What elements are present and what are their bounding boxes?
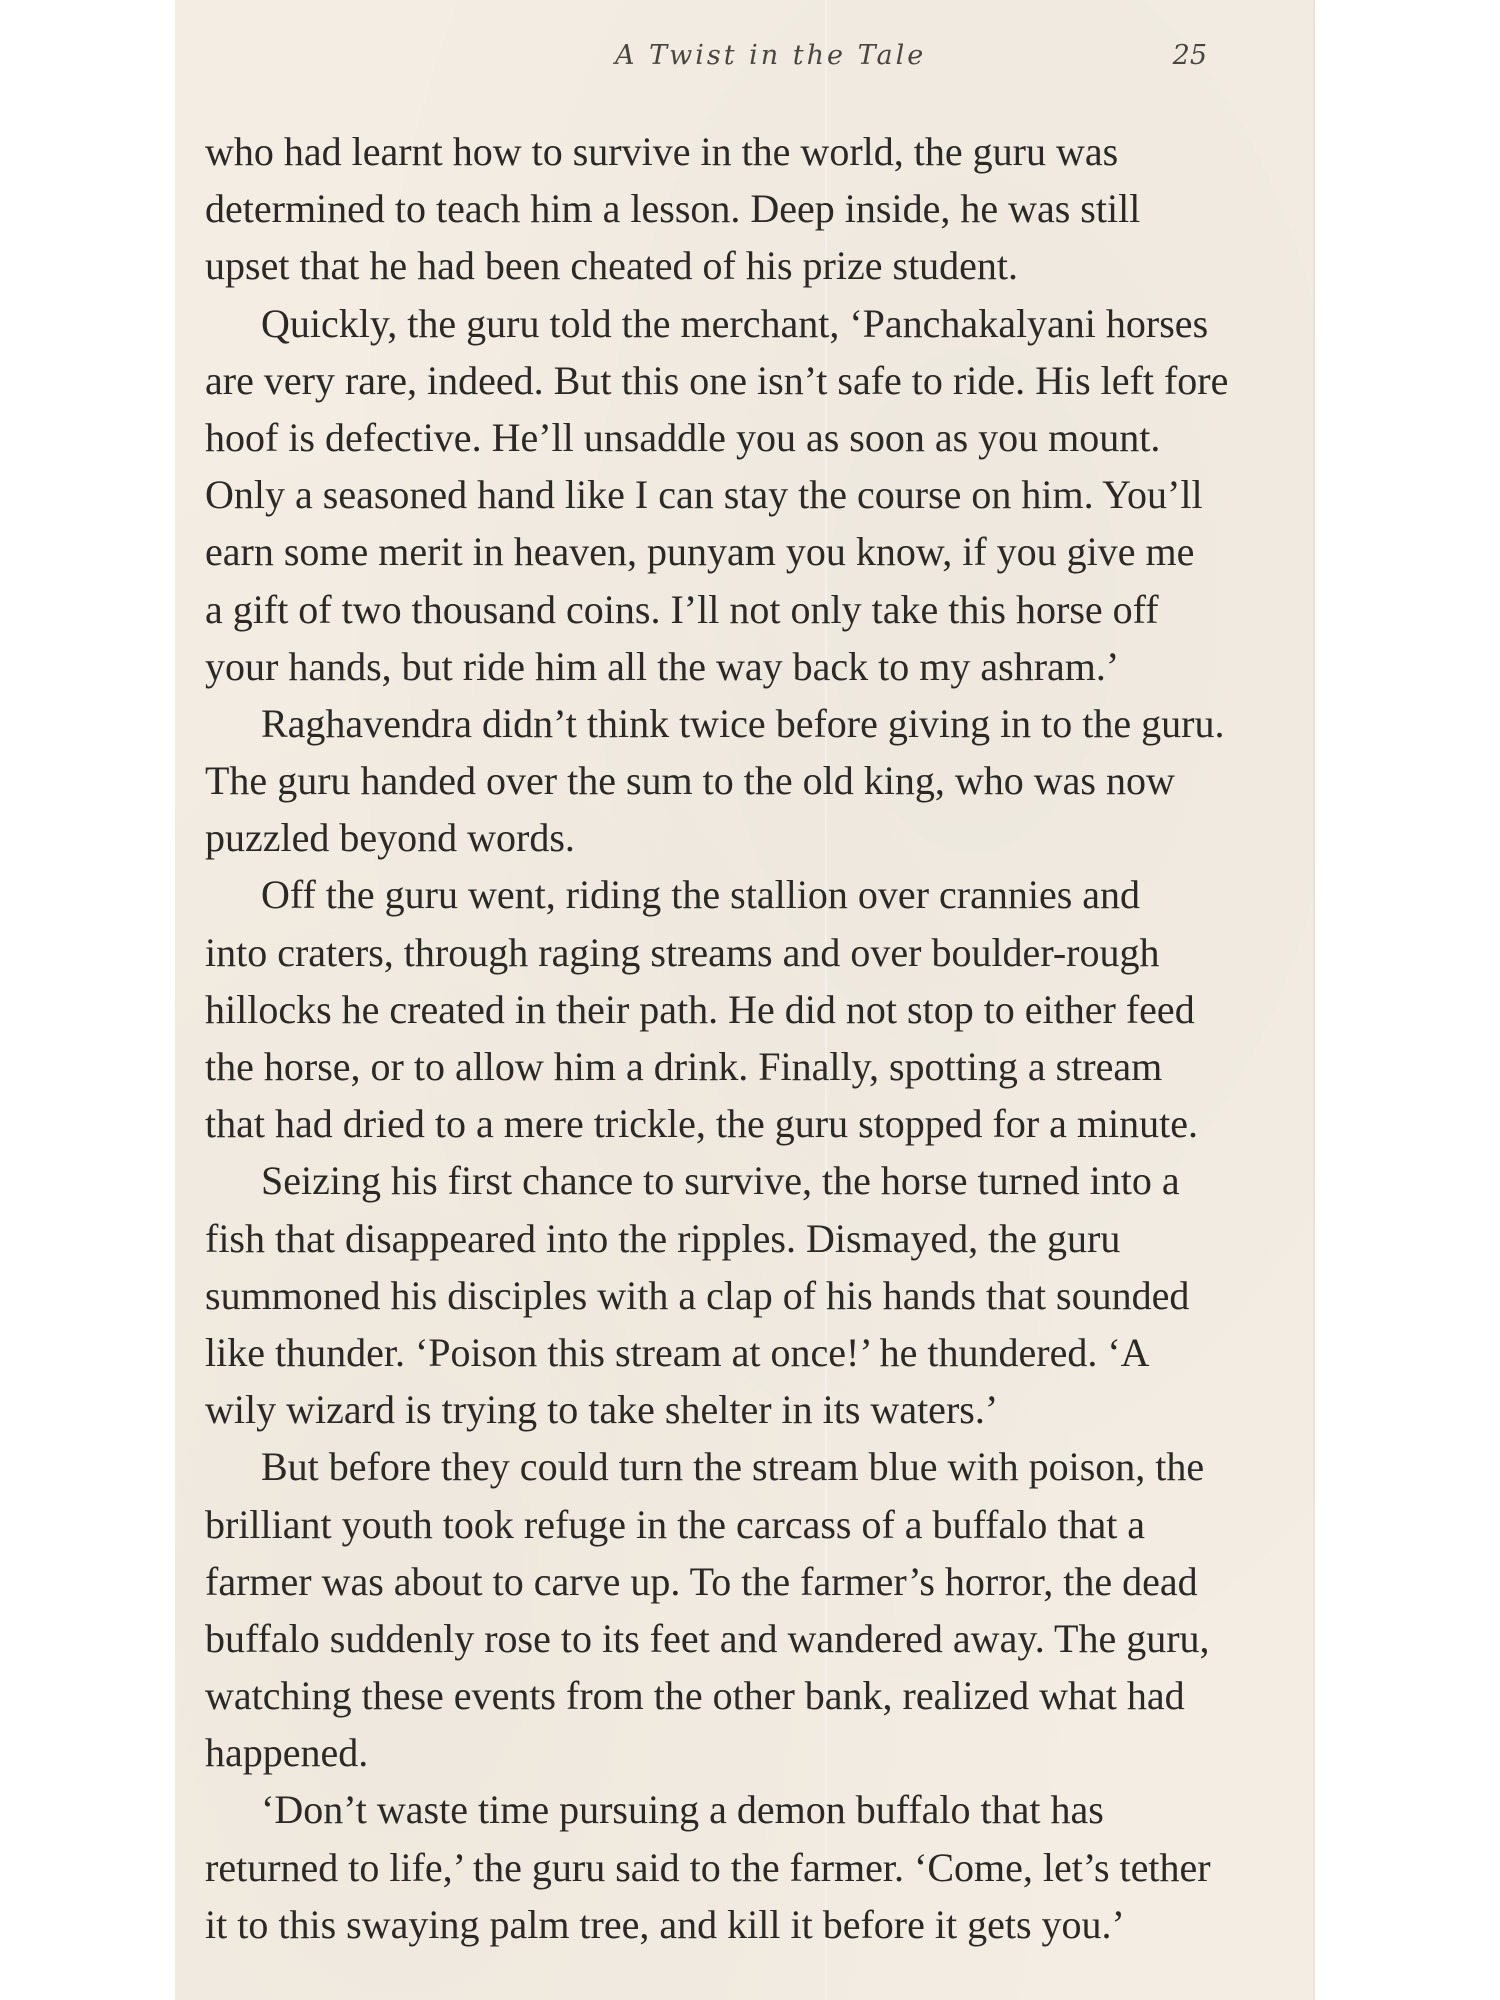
text-line: Quickly, the guru told the merchant, ‘Panchakalyani horses <box>261 300 1209 346</box>
text-line: the horse, or to allow him a drink. Finally, spotting a stream <box>205 1044 1163 1089</box>
paragraph <box>205 1152 1295 1438</box>
text-line: like thunder. ‘Poison this stream at once!’ he thundered. ‘A <box>205 1329 1150 1375</box>
paragraph <box>205 295 1295 695</box>
text-line: determined to teach him a lesson. Deep inside, he was still <box>205 186 1141 232</box>
text-line: a gift of two thousand coins. I’ll not only take this horse off <box>205 586 1159 632</box>
text-line: returned to life,’ the guru said to the farmer. ‘Come, let’s tether <box>205 1844 1211 1890</box>
text-line: earn some merit in heaven, punyam you know, if you give me <box>205 529 1195 575</box>
text-line: But before they could turn the stream blue with poison, the <box>261 1444 1205 1490</box>
text-line: wily wizard is trying to take shelter in its waters.’ <box>205 1387 999 1433</box>
text-line: are very rare, indeed. But this one isn’t safe to ride. His left fore <box>205 357 1229 403</box>
text-line: upset that he had been cheated of his prize student. <box>205 243 1019 289</box>
text-line: Only a seasoned hand like I can stay the course on him. You’ll <box>205 472 1203 518</box>
text-line: watching these events from the other bank, realized what had <box>205 1673 1185 1719</box>
paragraph <box>205 866 1295 1152</box>
text-line: puzzled beyond words. <box>205 815 575 861</box>
text-line: who had learnt how to survive in the world, the guru was <box>205 129 1119 174</box>
text-line: buffalo suddenly rose to its feet and wandered away. The guru, <box>205 1615 1210 1661</box>
text-line: Raghavendra didn’t think twice before giving in to the guru. <box>261 700 1225 746</box>
text-line: into craters, through raging streams and over boulder-rough <box>205 929 1160 975</box>
page-number: 25 <box>1172 40 1207 71</box>
page-header <box>205 40 1215 80</box>
text-line: ‘Don’t waste time pursuing a demon buffalo that has <box>261 1787 1104 1833</box>
text-line: summoned his disciples with a clap of his hands that sounded <box>205 1272 1190 1318</box>
text-line: that had dried to a mere trickle, the guru stopped for a minute. <box>205 1101 1199 1147</box>
body-text <box>205 123 1295 1953</box>
text-line: hillocks he created in their path. He did not stop to either feed <box>205 986 1195 1032</box>
paragraph <box>205 1438 1295 1781</box>
text-line: brilliant youth took refuge in the carcass of a buffalo that a <box>205 1501 1146 1547</box>
text-line: your hands, but ride him all the way back to my ashram.’ <box>205 643 1120 689</box>
text-line: Seizing his first chance to survive, the horse turned into a <box>261 1158 1180 1204</box>
text-line: farmer was about to carve up. To the farmer’s horror, the dead <box>205 1558 1198 1604</box>
text-line: fish that disappeared into the ripples. Dismayed, the guru <box>205 1215 1121 1261</box>
text-line: hoof is defective. He’ll unsaddle you as soon as you mount. <box>205 414 1161 460</box>
paragraph <box>205 1781 1295 1953</box>
text-line: it to this swaying palm tree, and kill it before it gets you.’ <box>205 1901 1125 1947</box>
text-line: happened. <box>205 1730 369 1776</box>
running-title: A Twist in the Tale <box>615 40 927 71</box>
text-line: Off the guru went, riding the stallion over crannies and <box>261 872 1141 918</box>
book-page <box>175 0 1315 2000</box>
text-line: The guru handed over the sum to the old king, who was now <box>205 758 1175 804</box>
paragraph <box>205 695 1295 867</box>
paragraph <box>205 123 1295 295</box>
